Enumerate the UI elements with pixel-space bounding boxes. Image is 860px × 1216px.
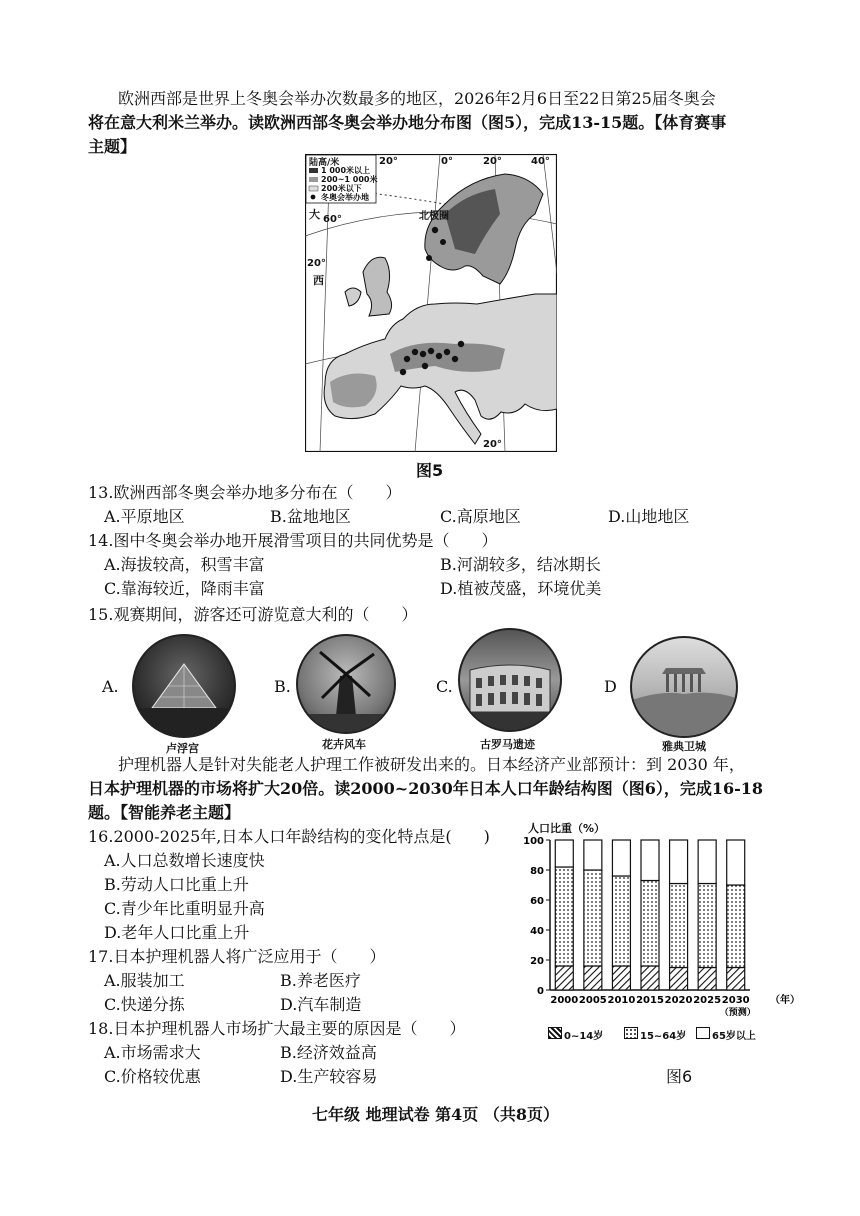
q14-option-b: B.河湖较多，结冰期长: [440, 555, 601, 574]
bar-segment: [670, 884, 688, 968]
chart-legend: [548, 1024, 798, 1042]
map-text-xi: 西: [313, 274, 324, 287]
q13-option-b: B.盆地地区: [270, 507, 351, 526]
y-tick-label: 80: [530, 866, 544, 877]
legend-swatch-15-64: [624, 1027, 638, 1039]
y-tick-label: 20: [530, 956, 544, 967]
bar-segment: [612, 876, 630, 966]
page-footer: 七年级 地理试卷 第4页 （共8页）: [312, 1105, 559, 1124]
q15-option-a-letter: A.: [102, 677, 119, 696]
q18-option-a: A.市场需求大: [104, 1043, 201, 1062]
y-tick-label: 40: [530, 926, 544, 937]
acropolis-photo: [630, 636, 738, 738]
bar-segment: [555, 966, 573, 990]
legend-swatch-65-plus: [696, 1027, 710, 1039]
intro-line-3: 主题】: [88, 137, 137, 156]
q14-stem: 14.图中冬奥会举办地开展滑雪项目的共同优势是（ ）: [88, 531, 498, 550]
bar-segment: [670, 968, 688, 991]
q15-option-b-letter: B.: [274, 677, 291, 696]
legend-label-65-plus: 65岁以上: [712, 1031, 756, 1042]
q13-stem: 13.欧洲西部冬奥会举办地多分布在（ ）: [88, 483, 402, 502]
q13-option-a: A.平原地区: [104, 507, 185, 526]
q17-option-d: D.汽车制造: [280, 995, 362, 1014]
intro2-line-1: 护理机器人是针对失能老人护理工作被研发出来的。日本经济产业部预计：到 2030 年，: [118, 755, 745, 774]
bar-segment: [698, 884, 716, 968]
x-tick-label: 2020: [664, 995, 693, 1006]
intro2-line-2: 日本护理机器的市场将扩大20倍。读2000~2030年日本人口年龄结构图（图6），完成16-18: [88, 779, 764, 798]
bar-segment: [670, 840, 688, 884]
x-tick-label: 2015: [636, 995, 664, 1006]
q18-option-b: B.经济效益高: [280, 1043, 377, 1062]
y-tick-label: 60: [530, 896, 544, 907]
europe-map: [305, 154, 557, 452]
q17-option-c: C.快递分拣: [104, 995, 185, 1014]
map-caption: 图5: [416, 461, 444, 480]
bar-segment: [698, 968, 716, 991]
lon-label-2: 0°: [441, 156, 453, 167]
q16-option-b: B.劳动人口比重上升: [104, 875, 249, 894]
bar-segment: [727, 840, 745, 885]
legend-item-2: 200~1 000米: [321, 175, 378, 184]
lon-label-3: 20°: [483, 156, 502, 167]
x-axis-label: （年）: [770, 995, 800, 1006]
louvre-photo: [132, 634, 236, 738]
windmill-photo: [296, 634, 396, 734]
q16-option-a: A.人口总数增长速度快: [104, 851, 265, 870]
x-tick-label: 2025: [693, 995, 722, 1006]
q15-option-b-caption: 花卉风车: [322, 738, 366, 751]
legend-swatch-0-14: [548, 1027, 562, 1039]
q18-option-c: C.价格较优惠: [104, 1067, 201, 1086]
bar-segment: [641, 840, 659, 881]
x-tick-note: （预测）: [719, 1008, 756, 1018]
q13-option-d: D.山地地区: [608, 507, 690, 526]
bar-segment: [641, 881, 659, 967]
intro2-line-3: 题。【智能养老主题】: [88, 803, 241, 822]
colosseum-drawing: [460, 630, 560, 730]
q15-option-d-letter: D: [604, 677, 617, 696]
y-tick-label: 0: [537, 986, 544, 997]
bar-segment: [555, 840, 573, 867]
q16-option-d: D.老年人口比重上升: [104, 923, 250, 942]
lat-label-60: 60°: [323, 214, 342, 225]
q14-option-c: C.靠海较近，降雨丰富: [104, 579, 265, 598]
legend-item-3: 200米以下: [321, 184, 362, 193]
windmill-drawing: [298, 636, 394, 732]
chart-plot: [510, 836, 810, 1048]
legend-title: 陆高/米: [309, 158, 340, 168]
lat-label-20: 20°: [307, 258, 326, 269]
legend-item-1: 1 000米以上: [321, 166, 371, 175]
q16-option-c: C.青少年比重明显升高: [104, 899, 265, 918]
q15-stem: 15.观赛期间，游客还可游览意大利的（ ）: [88, 605, 418, 624]
map-text-da: 大: [309, 208, 320, 221]
legend-item-4: 冬奥会举办地: [321, 193, 369, 202]
q13-option-c: C.高原地区: [440, 507, 521, 526]
acropolis-drawing: [632, 638, 736, 736]
lon-label-1: 20°: [379, 156, 398, 167]
q15-option-c-caption: 古罗马遗迹: [480, 738, 535, 751]
x-tick-label: 2010: [607, 995, 636, 1006]
chart-ylabel: 人口比重（%）: [528, 822, 606, 835]
intro-line-2: 将在意大利米兰举办。读欧洲西部冬奥会举办地分布图（图5），完成13-15题。【体育赛事: [88, 113, 727, 132]
bar-segment: [612, 966, 630, 990]
x-tick-label: 2005: [578, 995, 607, 1006]
q16-stem: 16.2000-2025年,日本人口年龄结构的变化特点是( ): [88, 827, 490, 846]
q15-option-c-letter: C.: [436, 677, 453, 696]
bar-segment: [584, 840, 602, 870]
legend-label-15-64: 15~64岁: [640, 1031, 687, 1042]
q14-option-d: D.植被茂盛，环境优美: [440, 579, 602, 598]
q18-stem: 18.日本护理机器人市场扩大最主要的原因是（ ）: [88, 1019, 466, 1038]
bar-segment: [641, 966, 659, 990]
bar-segment: [612, 840, 630, 876]
legend-label-0-14: 0~14岁: [564, 1031, 604, 1042]
q15-option-d-caption: 雅典卫城: [662, 740, 706, 753]
q14-option-a: A.海拔较高，积雪丰富: [104, 555, 265, 574]
lon-label-4: 40°: [531, 156, 550, 167]
bar-segment: [727, 885, 745, 968]
lon-label-5: 20°: [483, 439, 502, 450]
q18-option-d: D.生产较容易: [280, 1067, 378, 1086]
louvre-pyramid-drawing: [134, 636, 234, 736]
arctic-circle-label: 北极圈: [419, 211, 449, 222]
x-tick-label: 2030: [721, 995, 750, 1006]
population-chart: [510, 818, 810, 1048]
bar-segment: [584, 870, 602, 966]
q17-stem: 17.日本护理机器人将广泛应用于（ ）: [88, 947, 386, 966]
intro-line-1: 欧洲西部是世界上冬奥会举办次数最多的地区，2026年2月6日至22日第25届冬奥会: [118, 89, 716, 108]
bar-segment: [727, 968, 745, 991]
x-tick-label: 2000: [550, 995, 579, 1006]
chart-caption: 图6: [666, 1067, 693, 1086]
q17-option-b: B.养老医疗: [280, 971, 361, 990]
bar-segment: [584, 966, 602, 990]
q17-option-a: A.服装加工: [104, 971, 185, 990]
y-tick-label: 100: [523, 836, 544, 847]
q15-option-a-caption: 卢浮宫: [166, 742, 199, 755]
colosseum-photo: [458, 628, 562, 732]
bar-segment: [698, 840, 716, 884]
bar-segment: [555, 867, 573, 966]
